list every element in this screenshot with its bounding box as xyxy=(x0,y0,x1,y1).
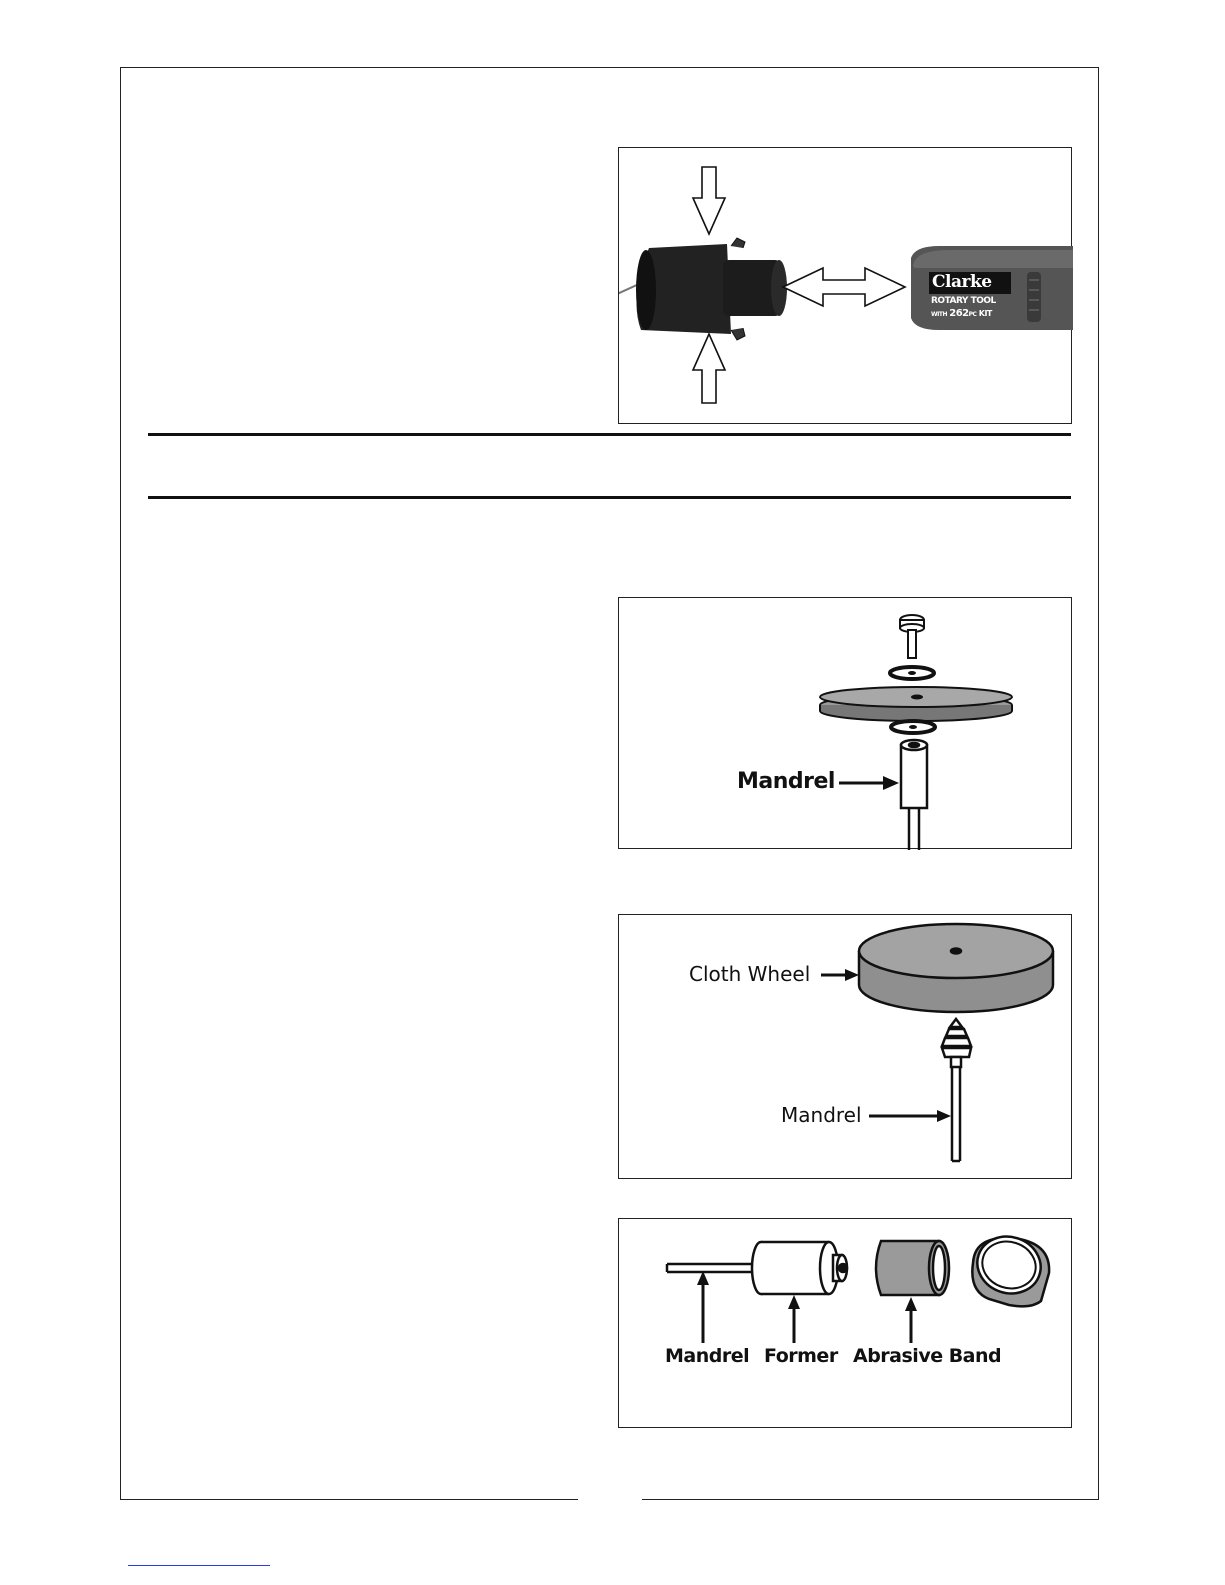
abrasive-band-label: Abrasive Band xyxy=(853,1345,1002,1367)
mandrel-label: Mandrel xyxy=(781,1103,862,1127)
figure-abrasive-band xyxy=(618,1218,1072,1428)
cloth-wheel-label: Cloth Wheel xyxy=(689,962,811,986)
product-line-2-pc: PC xyxy=(968,311,977,318)
page-number-gap xyxy=(578,1492,642,1506)
product-line-2-prefix: WITH xyxy=(931,311,947,318)
press-down-arrow xyxy=(693,167,725,234)
section-rule-bottom xyxy=(148,496,1071,499)
former xyxy=(752,1242,847,1294)
cloth-wheel xyxy=(859,924,1053,1012)
mandrel xyxy=(901,740,927,850)
lower-washer xyxy=(891,721,935,733)
press-up-arrow xyxy=(693,334,725,403)
product-line-2 xyxy=(931,308,992,319)
product-line-2-number: 262 xyxy=(949,308,969,319)
mandrel-pointer-arrow xyxy=(697,1271,709,1343)
figure-cutting-wheel-mandrel xyxy=(618,597,1072,849)
screw-mandrel xyxy=(942,1019,971,1161)
product-line-2-suffix: KIT xyxy=(978,309,992,318)
attach-detach-double-arrow xyxy=(783,268,905,306)
mandrel-pointer-arrow xyxy=(869,1110,951,1122)
mandrel-pointer-arrow xyxy=(839,776,899,790)
abrasive-band-pointer-arrow xyxy=(905,1297,917,1343)
abrasive-band xyxy=(876,1241,949,1295)
nose-cap-illustration xyxy=(619,148,1073,425)
screw xyxy=(900,615,924,658)
figure-cloth-wheel xyxy=(618,914,1072,1179)
cutting-wheel-illustration xyxy=(619,598,1073,850)
mandrel-label: Mandrel xyxy=(737,769,835,794)
abrasive-band-perspective xyxy=(970,1228,1049,1306)
cloth-wheel-illustration xyxy=(619,915,1073,1180)
mandrel-label: Mandrel xyxy=(665,1345,750,1367)
mandrel-shaft xyxy=(667,1264,759,1272)
section-rule-top xyxy=(148,433,1071,436)
nose-cap xyxy=(636,238,787,340)
former-label: Former xyxy=(764,1345,838,1367)
cloth-wheel-pointer-arrow xyxy=(821,969,859,981)
former-pointer-arrow xyxy=(788,1295,800,1343)
product-line-1: ROTARY TOOL xyxy=(931,296,996,306)
cutting-disc xyxy=(820,687,1012,721)
upper-washer xyxy=(890,667,934,679)
abrasive-band-illustration xyxy=(619,1219,1073,1429)
brand-logo: Clarke xyxy=(932,272,992,292)
figure-nose-cap xyxy=(618,147,1072,424)
footer-link-underline[interactable] xyxy=(128,1565,270,1566)
